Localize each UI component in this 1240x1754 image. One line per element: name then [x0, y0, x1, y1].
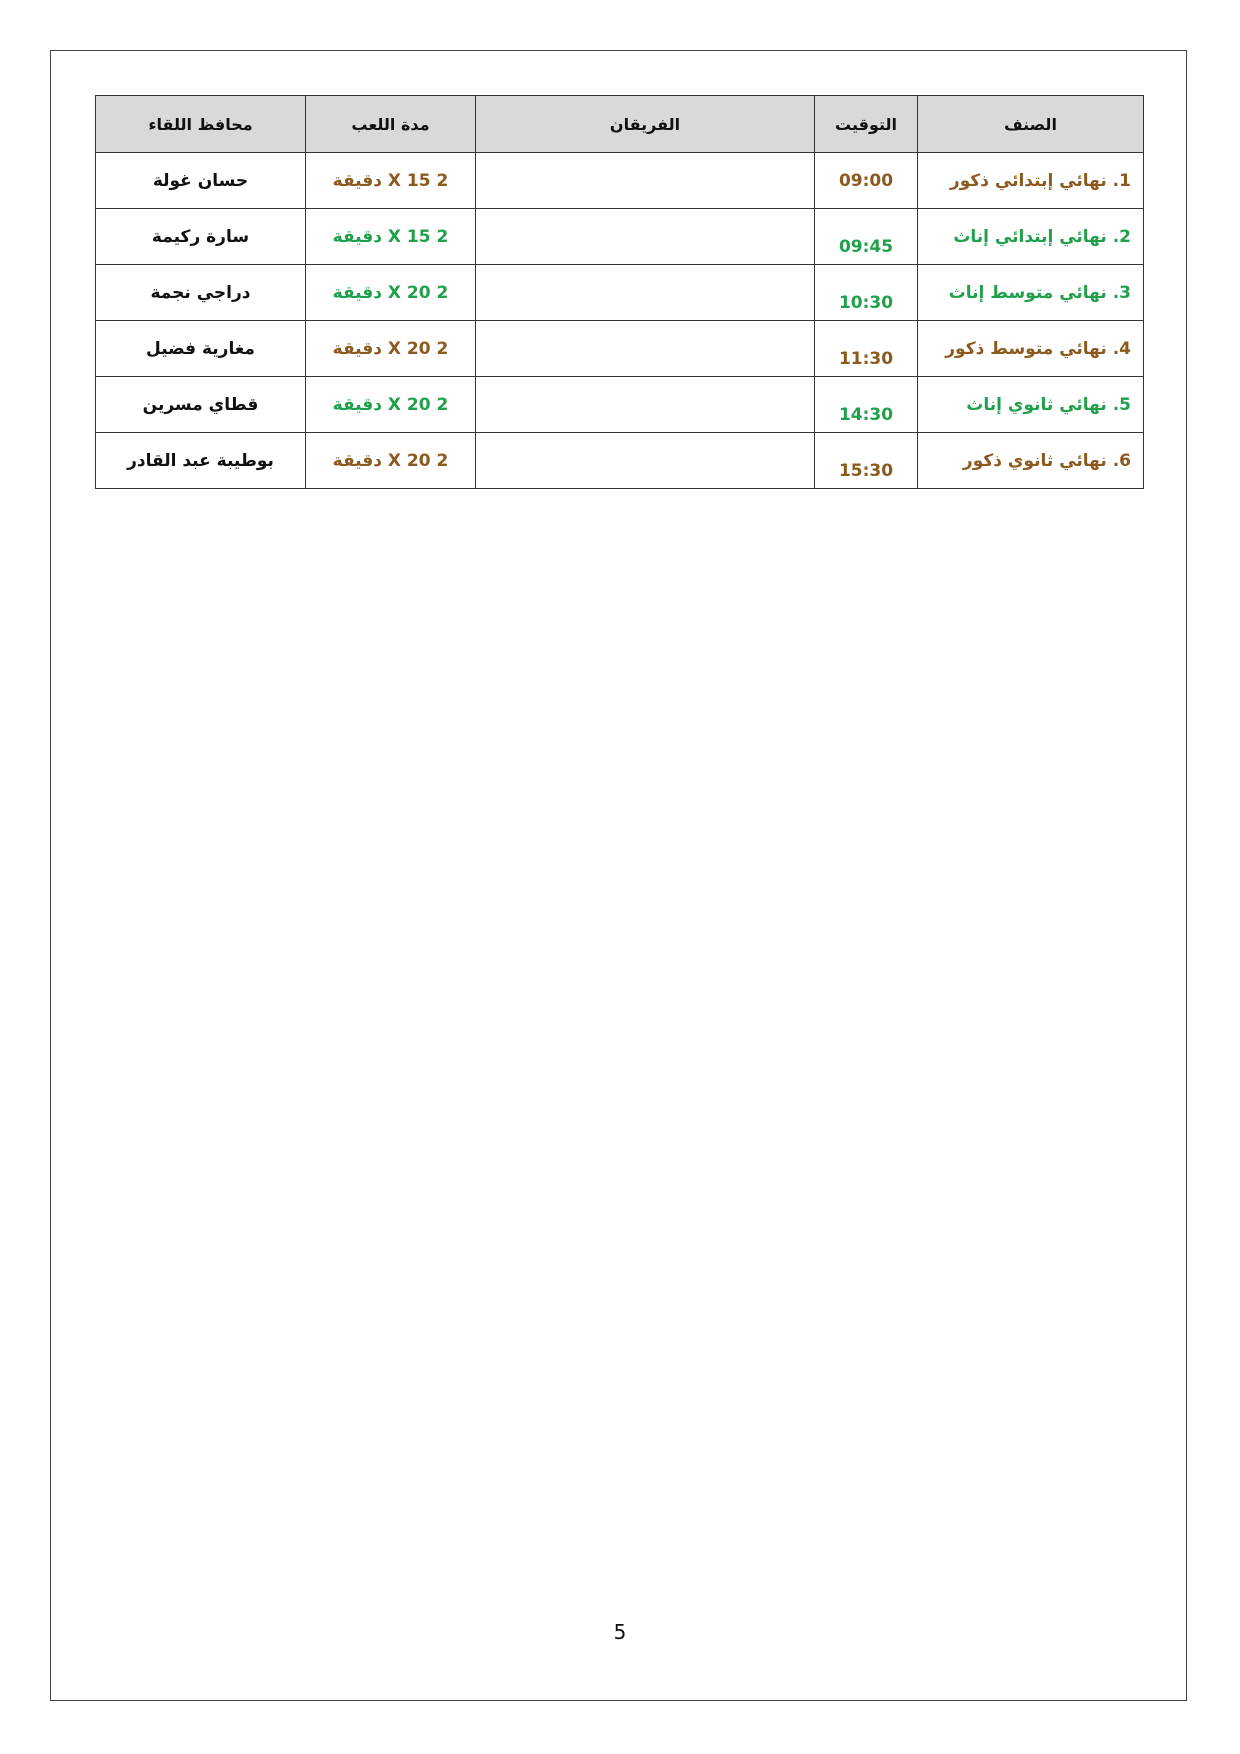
table-row: [96, 377, 1144, 433]
cell-teams: [476, 377, 815, 433]
cell-duration: 2 X 20 دقيقة: [306, 321, 476, 377]
cell-class: 3. نهائي متوسط إناث: [918, 265, 1144, 321]
cell-class: 4. نهائي متوسط ذكور: [918, 321, 1144, 377]
cell-time: 11:30: [815, 321, 918, 377]
cell-duration: 2 X 15 دقيقة: [306, 209, 476, 265]
table-row: [96, 265, 1144, 321]
cell-referee: سارة ركيمة: [96, 209, 306, 265]
cell-referee: دراجي نجمة: [96, 265, 306, 321]
page-number: 5: [613, 1620, 627, 1644]
cell-time: 09:00: [815, 153, 918, 209]
cell-referee: قطاي مسرين: [96, 377, 306, 433]
schedule-table: [95, 95, 1144, 489]
cell-time: 10:30: [815, 265, 918, 321]
cell-class: 2. نهائي إبتدائي إناث: [918, 209, 1144, 265]
cell-duration: 2 X 20 دقيقة: [306, 377, 476, 433]
cell-referee: بوطيبة عبد القادر: [96, 433, 306, 489]
table-row: [96, 433, 1144, 489]
header-duration: مدة اللعب: [306, 96, 476, 153]
cell-teams: [476, 321, 815, 377]
cell-duration: 2 X 20 دقيقة: [306, 265, 476, 321]
header-teams: الفريقان: [476, 96, 815, 153]
cell-teams: [476, 153, 815, 209]
cell-referee: مغارية فضيل: [96, 321, 306, 377]
cell-class: 5. نهائي ثانوي إناث: [918, 377, 1144, 433]
cell-duration: 2 X 20 دقيقة: [306, 433, 476, 489]
table-row: [96, 153, 1144, 209]
table-row: [96, 321, 1144, 377]
cell-teams: [476, 265, 815, 321]
header-time: التوقيت: [815, 96, 918, 153]
cell-teams: [476, 433, 815, 489]
table-row: [96, 209, 1144, 265]
cell-teams: [476, 209, 815, 265]
table-header-row: [96, 96, 1144, 153]
cell-class: 1. نهائي إبتدائي ذكور: [918, 153, 1144, 209]
cell-time: 15:30: [815, 433, 918, 489]
header-referee: محافظ اللقاء: [96, 96, 306, 153]
cell-time: 14:30: [815, 377, 918, 433]
cell-referee: حسان غولة: [96, 153, 306, 209]
cell-time: 09:45: [815, 209, 918, 265]
cell-class: 6. نهائي ثانوي ذكور: [918, 433, 1144, 489]
header-class: الصنف: [918, 96, 1144, 153]
cell-duration: 2 X 15 دقيقة: [306, 153, 476, 209]
